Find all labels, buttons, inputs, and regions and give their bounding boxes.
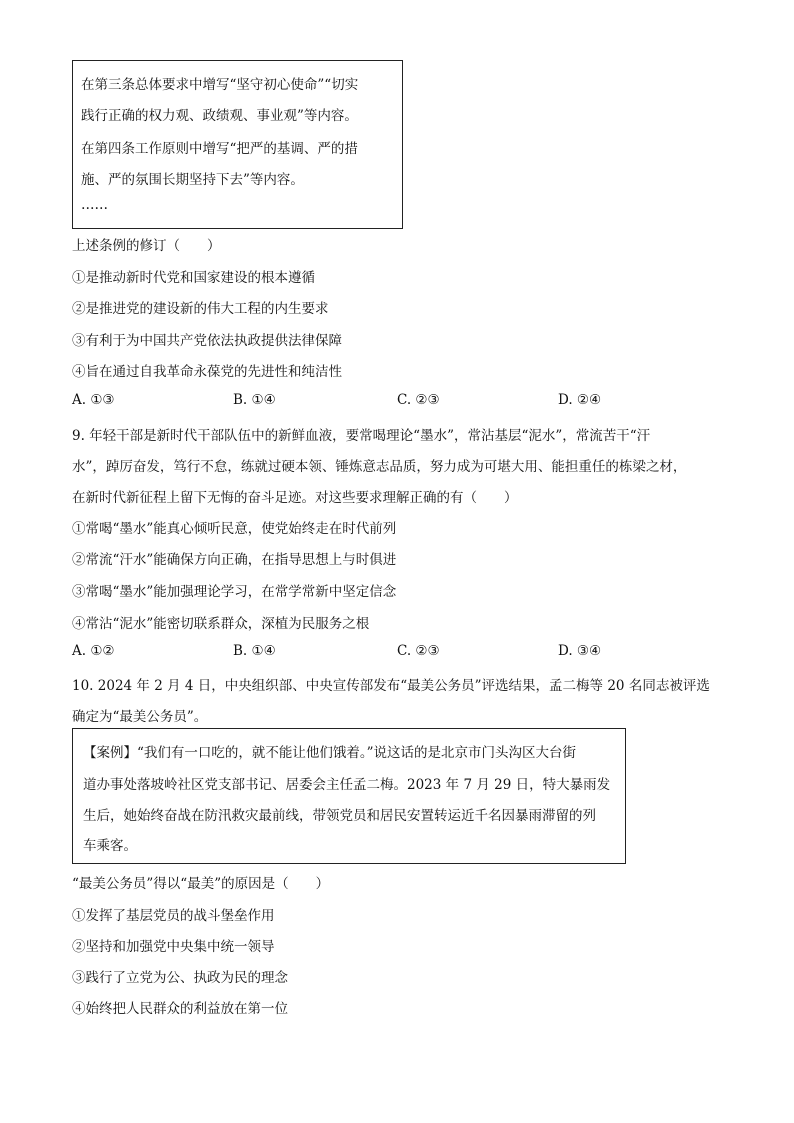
q10-item-4: ④始终把人民群众的利益放在第一位 bbox=[72, 1001, 288, 1017]
material-box-1 bbox=[72, 60, 403, 229]
case-line-3: 生后，她始终奋战在防汛救灾最前线，带领党员和居民安置转运近千名因暴雨滞留的列 bbox=[83, 808, 596, 824]
q8-option-c: C. ②③ bbox=[397, 392, 440, 408]
q8-item-4: ④旨在通过自我革命永葆党的先进性和纯洁性 bbox=[72, 364, 342, 380]
q10-question: “最美公务员”得以“最美”的原因是（ ） bbox=[72, 876, 330, 892]
q9-item-1: ①常喝“墨水”能真心倾听民意，使党始终走在时代前列 bbox=[72, 521, 397, 537]
box1-line-5: …… bbox=[81, 197, 108, 213]
q9-stem-line-2: 水”，踔厉奋发，笃行不怠，练就过硬本领、锤炼意志品质，努力成为可堪大用、能担重任的栋梁之材， bbox=[72, 459, 687, 475]
box1-line-2: 践行正确的权力观、政绩观、事业观”等内容。 bbox=[81, 108, 358, 124]
q8-option-d: D. ②④ bbox=[558, 392, 602, 408]
case-box bbox=[72, 728, 626, 864]
q9-item-4: ④常沾“泥水”能密切联系群众，深植为民服务之根 bbox=[72, 616, 370, 632]
q9-stem-line-1: 9. 年轻干部是新时代干部队伍中的新鲜血液，要常喝理论“墨水”，常沾基层“泥水”，常流苦干“汗 bbox=[72, 428, 651, 444]
q8-item-2: ②是推进党的建设新的伟大工程的内生要求 bbox=[72, 301, 329, 317]
box1-line-4: 施、严的氛围长期坚持下去”等内容。 bbox=[81, 172, 304, 188]
q8-option-b: B. ①④ bbox=[233, 392, 276, 408]
case-line-4: 车乘客。 bbox=[83, 838, 137, 854]
case-line-1: 【案例】“我们有一口吃的，就不能让他们饿着。”说这话的是北京市门头沟区大台街 bbox=[83, 745, 577, 761]
box1-line-3: 在第四条工作原则中增写“把严的基调、严的措 bbox=[81, 141, 358, 157]
q8-stem: 上述条例的修订（ ） bbox=[72, 238, 221, 254]
q10-stem-line-1: 10. 2024 年 2 月 4 日，中央组织部、中央宣传部发布“最美公务员”评选结果，孟二梅等 20 名同志被评选 bbox=[72, 678, 710, 694]
q9-option-d: D. ③④ bbox=[558, 643, 602, 659]
q8-item-3: ③有利于为中国共产党依法执政提供法律保障 bbox=[72, 333, 342, 349]
q9-item-2: ②常流“汗水”能确保方向正确，在指导思想上与时俱进 bbox=[72, 552, 397, 568]
q10-item-2: ②坚持和加强党中央集中统一领导 bbox=[72, 939, 275, 955]
q9-item-3: ③常喝“墨水”能加强理论学习，在常学常新中坚定信念 bbox=[72, 584, 397, 600]
q8-option-a: A. ①③ bbox=[72, 392, 115, 408]
q8-item-1: ①是推动新时代党和国家建设的根本遵循 bbox=[72, 270, 315, 286]
box1-line-1: 在第三条总体要求中增写“坚守初心使命”“切实 bbox=[81, 77, 359, 93]
q9-option-a: A. ①② bbox=[72, 643, 115, 659]
q9-stem-line-3: 在新时代新征程上留下无悔的奋斗足迹。对这些要求理解正确的有（ ） bbox=[72, 490, 518, 506]
q9-option-c: C. ②③ bbox=[397, 643, 440, 659]
q9-option-b: B. ①④ bbox=[233, 643, 276, 659]
q10-item-3: ③践行了立党为公、执政为民的理念 bbox=[72, 970, 288, 986]
q10-item-1: ①发挥了基层党员的战斗堡垒作用 bbox=[72, 908, 275, 924]
q10-stem-line-2: 确定为“最美公务员”。 bbox=[72, 709, 208, 725]
case-line-2: 道办事处落坡岭社区党支部书记、居委会主任孟二梅。2023 年 7 月 29 日，特大暴雨发 bbox=[83, 777, 611, 793]
